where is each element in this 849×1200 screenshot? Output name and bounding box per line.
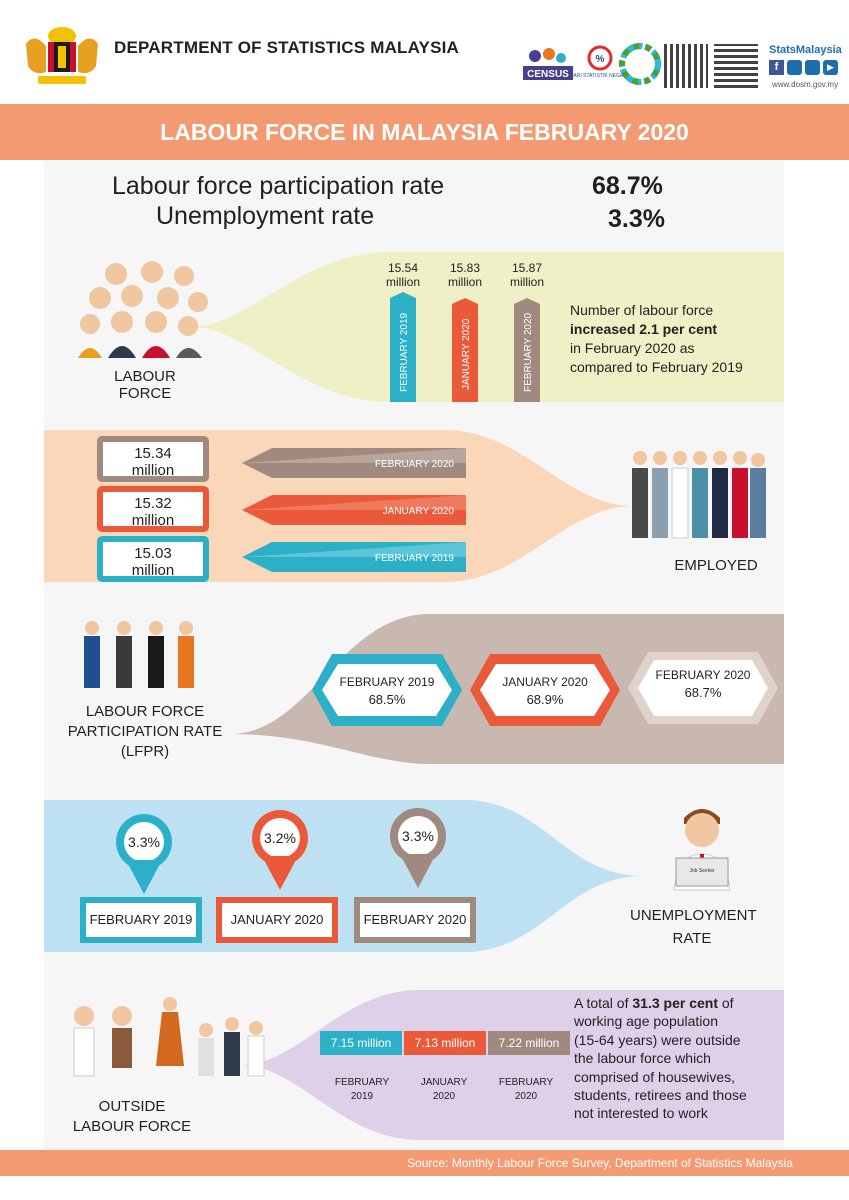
svg-text:68.9%: 68.9% [526, 692, 564, 707]
page-title: LABOUR FORCE IN MALAYSIA FEBRUARY 2020 [160, 119, 689, 145]
svg-text:FEBRUARY 2019: FEBRUARY 2019 [374, 553, 454, 564]
employed-box-1: 15.34 million [97, 436, 209, 482]
youtube-icon[interactable]: ▶ [823, 60, 838, 75]
unemp-month-2: JANUARY 2020 [216, 897, 338, 943]
hari-statistik-logo [569, 44, 631, 88]
lf-bar-1 [390, 292, 416, 402]
unemp-summary-value: 3.3% [608, 205, 665, 233]
outside-label: OUTSIDE LABOUR FORCE [72, 1098, 192, 1135]
lf-bar-2 [452, 298, 478, 402]
svg-text:JANUARY 2020: JANUARY 2020 [461, 318, 472, 390]
employed-box-2: 15.32 million [97, 486, 209, 532]
facebook-icon[interactable]: f [769, 60, 784, 75]
svg-text:68.7%: 68.7% [684, 685, 722, 700]
svg-text:%: % [595, 54, 605, 65]
coat-of-arms-logo [20, 22, 104, 88]
employed-label: EMPLOYED [674, 557, 758, 574]
outside-value-1: 7.15 million [320, 1031, 402, 1055]
unemp-summary-label: Unemployment rate [156, 202, 375, 230]
lfpr-badge-1 [312, 654, 462, 726]
website-link[interactable]: www.dosm.gov.my [772, 80, 839, 89]
outside-note: A total of 31.3 per cent of working age population (15-64 years) were outside the labour force which comprised of housewives, students, retirees and those not interested to work [574, 995, 747, 1122]
qr-code-2[interactable] [714, 44, 758, 88]
outside-month-3: FEBRUARY 2020 [498, 1077, 554, 1102]
unemp-month-3: FEBRUARY 2020 [354, 897, 476, 943]
instagram-icon[interactable] [787, 60, 802, 75]
lf-bar-3-value: 15.87 million [509, 261, 544, 289]
stats-malaysia-brand: StatsMalaysia [769, 44, 842, 56]
svg-text:FEBRUARY 2020: FEBRUARY 2020 [523, 312, 534, 392]
lf-bar-1-value: 15.54 million [385, 261, 420, 289]
job-seeker-icon [662, 800, 742, 890]
svg-text:JANUARY 2020: JANUARY 2020 [382, 506, 454, 517]
outside-value-3: 7.22 million [488, 1031, 570, 1055]
employed-arrow-3 [242, 542, 466, 572]
svg-text:3.3%: 3.3% [402, 828, 434, 844]
lfpr-label: LABOUR FORCE PARTICIPATION RATE (LFPR) [67, 703, 223, 760]
outside-month-1: FEBRUARY 2019 [334, 1077, 390, 1102]
twitter-icon[interactable] [805, 60, 820, 75]
lf-bar-2-value: 15.83 million [447, 261, 482, 289]
outside-month-2: JANUARY 2020 [420, 1077, 468, 1102]
employed-arrow-1 [242, 448, 466, 478]
lfpr-badge-2 [470, 654, 620, 726]
svg-text:68.5%: 68.5% [368, 692, 406, 707]
labour-force-note: Number of labour force increased 2.1 per cent in February 2020 as compared to February 2019 [570, 302, 743, 375]
lfpr-people-icon [80, 620, 200, 690]
svg-text:Job Seeker: Job Seeker [689, 868, 715, 874]
lfpr-summary-label: Labour force participation rate [112, 172, 445, 200]
unemp-pin-1 [112, 812, 176, 896]
svg-text:CENSUS: CENSUS [527, 69, 569, 80]
unemployment-label: UNEMPLOYMENT RATE [630, 907, 757, 947]
unemp-pin-2 [248, 808, 312, 892]
svg-text:JANUARY 2020: JANUARY 2020 [502, 675, 588, 689]
sdg-wheel-logo [620, 44, 660, 84]
svg-text:FEBRUARY 2019: FEBRUARY 2019 [399, 312, 410, 392]
svg-text:FEBRUARY 2020: FEBRUARY 2020 [374, 459, 454, 470]
lf-bar-3 [514, 298, 540, 402]
svg-text:FEBRUARY 2020: FEBRUARY 2020 [655, 668, 751, 682]
svg-text:FEBRUARY 2019: FEBRUARY 2019 [339, 675, 435, 689]
lfpr-summary-value: 68.7% [592, 172, 663, 200]
qr-code-1[interactable] [664, 44, 708, 88]
employed-arrow-2 [242, 495, 466, 525]
outside-value-2: 7.13 million [404, 1031, 486, 1055]
source-note: Source: Monthly Labour Force Survey, Department of Statistics Malaysia [407, 1156, 793, 1170]
unemp-month-1: FEBRUARY 2019 [80, 897, 202, 943]
labour-force-label: LABOUR FORCE [114, 368, 176, 402]
lfpr-badge-3 [628, 652, 778, 724]
census-logo [515, 46, 577, 90]
labour-force-people-icon [76, 258, 216, 358]
svg-text:3.2%: 3.2% [264, 830, 296, 846]
employed-box-3: 15.03 million [97, 536, 209, 582]
org-title: DEPARTMENT OF STATISTICS MALAYSIA [114, 38, 460, 57]
employed-workers-icon [628, 448, 768, 540]
unemp-pin-3 [386, 806, 450, 890]
outside-people-icon [70, 996, 270, 1080]
svg-text:3.3%: 3.3% [128, 834, 160, 850]
svg-text:HARI STATISTIK NEGARA: HARI STATISTIK NEGARA [569, 73, 631, 79]
